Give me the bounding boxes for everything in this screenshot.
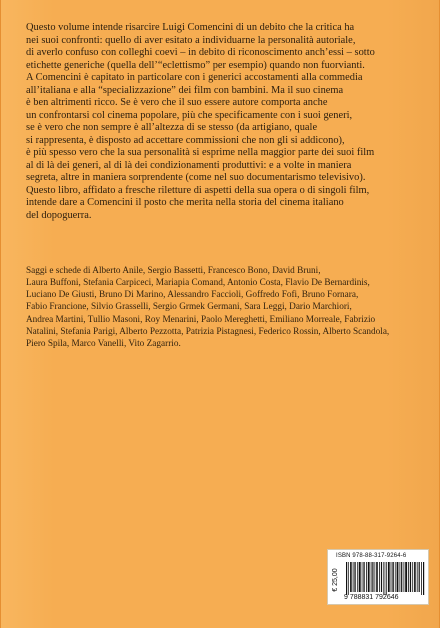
description-line: intende dare a Comencini il posto che merita nella storia del cinema italiano: [26, 197, 344, 208]
description-line: nei suoi confronti: quello di aver esitato a individuarne la personalità autoriale,: [26, 34, 356, 46]
contributors-line: Luciano De Giusti, Bruno Di Marino, Alessandro Faccioli, Goffredo Fofi, Bruno Fornara,: [26, 290, 359, 301]
description-line: Questo volume intende risarcire Luigi Comencini di un debito che la critica ha: [26, 22, 355, 33]
barcode-panel: [327, 549, 429, 605]
description-line: etichette generiche (quella dell’“eclettismo” per esempio) quando non fuorvianti.: [26, 59, 365, 71]
price-label: € 25,00: [332, 568, 339, 592]
contributors-line: Saggi e schede di Alberto Anile, Sergio Bassetti, Francesco Bono, David Bruni,: [26, 266, 321, 276]
description-line: segreta, altre in maniera sorprendente (come nel suo documentarismo televisivo).: [26, 172, 366, 183]
description-line: al di là dei generi, al di là dei condizionamenti produttivi: e a volte in maniera: [26, 159, 352, 171]
contributors-line: Piero Spila, Marco Vanelli, Vito Zagarrio.: [26, 338, 181, 349]
isbn-label: ISBN 978-88-317-9264-6: [336, 553, 407, 559]
barcode-icon: [345, 562, 425, 595]
description-line: se è vero che non sempre è all’altezza di se stesso (da artigiano, quale: [26, 122, 318, 133]
contributors-line: Fabio Francione, Silvio Grasselli, Sergio Grmek Germani, Sara Leggi, Dario Marchiori,: [26, 302, 352, 313]
description-line: è più spesso vero che la sua personalità si esprime nella maggior parte dei suoi film: [26, 147, 375, 158]
description-line: di averlo confuso con colleghi coevi – in debito di riconoscimento anch’essi – sotto: [26, 47, 375, 58]
contributors-line: Andrea Martini, Tullio Masoni, Roy Menarini, Paolo Mereghetti, Emiliano Morreale, Fabrizio: [26, 314, 376, 325]
description-line: A Comencini è capitato in particolare con i generici accostamenti alla commedia: [26, 72, 363, 83]
description-line: Questo libro, affidato a fresche riletture di aspetti della sua opera o di singoli film,: [26, 184, 370, 196]
description-line: del dopoguerra.: [26, 209, 92, 221]
description-line: è ben altrimenti ricco. Se è vero che il suo essere autore comporta anche: [26, 97, 328, 108]
contributors-line: Laura Buffoni, Stefania Carpiceci, Mariapia Comand, Antonio Costa, Flavio De Bernardinis,: [26, 278, 370, 289]
description-line: un confrontarsi col cinema popolare, più che specificamente con i suoi generi,: [26, 109, 353, 121]
barcode-number: 9 788831 792646: [344, 594, 399, 601]
description-line: si rappresenta, è disposto ad accettare commissioni che non gli si addicono),: [26, 134, 345, 146]
description-line: all’italiana e alla “specializzazione” dei film con bambini. Ma il suo cinema: [26, 84, 344, 96]
contributors-text: [26, 265, 436, 350]
description-text: [26, 22, 431, 222]
contributors-line: Natalini, Stefania Parigi, Alberto Pezzotta, Patrizia Pistagnesi, Federico Rossin, Alberto Scandola,: [26, 326, 390, 337]
